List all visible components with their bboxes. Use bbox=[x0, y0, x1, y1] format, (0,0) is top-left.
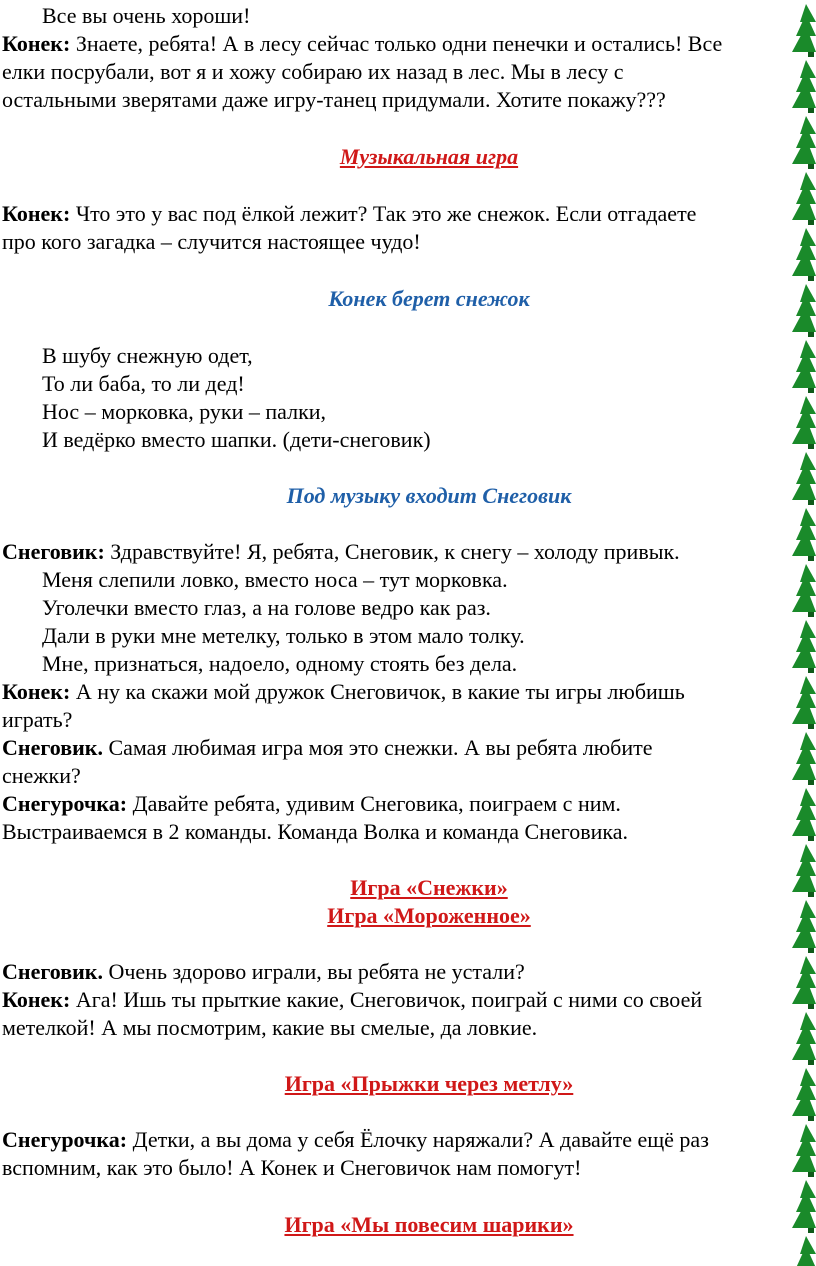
poem-line: Все вы очень хороши! bbox=[42, 3, 251, 28]
riddle-line: В шубу снежную одет, bbox=[42, 343, 253, 368]
dialogue-line: Снеговик: Здравствуйте! Я, ребята, Снеговик, к снегу – холоду привык. bbox=[2, 539, 680, 564]
game-heading: Игра «Снежки» bbox=[350, 875, 508, 900]
christmas-tree-icon bbox=[792, 284, 816, 337]
christmas-tree-icon bbox=[792, 228, 816, 281]
riddle-line: И ведёрко вместо шапки. (дети-снеговик) bbox=[42, 427, 431, 452]
christmas-tree-icon bbox=[792, 620, 816, 673]
speaker-label: Снеговик. bbox=[2, 959, 103, 984]
poem-line: Дали в руки мне метелку, только в этом мало толку. bbox=[42, 623, 525, 648]
christmas-tree-icon bbox=[792, 844, 816, 897]
christmas-tree-icon bbox=[792, 1180, 816, 1233]
riddle-line: Нос – морковка, руки – палки, bbox=[42, 399, 327, 424]
christmas-tree-border bbox=[792, 0, 816, 1266]
christmas-tree-icon bbox=[792, 1124, 816, 1177]
christmas-tree-icon bbox=[792, 788, 816, 841]
riddle-line: То ли баба, то ли дед! bbox=[42, 371, 245, 396]
game-heading: Игра «Мороженное» bbox=[327, 903, 531, 928]
stage-direction: Конек берет снежок bbox=[328, 286, 530, 311]
game-heading: Музыкальная игра bbox=[339, 144, 519, 169]
poem-line: Уголечки вместо глаз, а на голове ведро как раз. bbox=[42, 595, 491, 620]
christmas-tree-icon bbox=[792, 956, 816, 1009]
christmas-tree-icon bbox=[792, 508, 816, 561]
speaker-label: Снеговик: bbox=[2, 539, 105, 564]
christmas-tree-icon bbox=[792, 900, 816, 953]
dialogue-line: вспомним, как это было! А Конек и Снеговичок нам помогут! bbox=[2, 1155, 582, 1180]
poem-line: Меня слепили ловко, вместо носа – тут морковка. bbox=[42, 567, 508, 592]
speaker-label: Конек: bbox=[2, 31, 71, 56]
speaker-label: Конек: bbox=[2, 679, 71, 704]
dialogue-line: Выстраиваемся в 2 команды. Команда Волка и команда Снеговика. bbox=[2, 819, 628, 844]
stage-direction: Под музыку входит Снеговик bbox=[286, 483, 572, 508]
dialogue-line: играть? bbox=[2, 707, 73, 732]
speaker-label: Снегурочка: bbox=[2, 1127, 128, 1152]
game-heading: Игра «Мы повесим шарики» bbox=[284, 1212, 574, 1237]
christmas-tree-icon bbox=[792, 676, 816, 729]
christmas-tree-icon bbox=[792, 340, 816, 393]
dialogue-line: Конек: Ага! Ишь ты прыткие какие, Снеговичок, поиграй с ними со своей bbox=[2, 987, 703, 1012]
christmas-tree-icon bbox=[792, 1012, 816, 1065]
dialogue-line: Снеговик. Очень здорово играли, вы ребята не устали? bbox=[2, 959, 525, 984]
christmas-tree-icon bbox=[792, 1068, 816, 1121]
speaker-label: Снегурочка: bbox=[2, 791, 128, 816]
speaker-label: Конек: bbox=[2, 201, 71, 226]
dialogue-line: Конек: А ну ка скажи мой дружок Снеговичок, в какие ты игры любишь bbox=[2, 679, 685, 704]
speaker-label: Конек: bbox=[2, 987, 71, 1012]
game-heading: Игра «Прыжки через метлу» bbox=[284, 1071, 574, 1096]
dialogue-line: елки посрубали, вот я и хожу собираю их назад в лес. Мы в лесу с bbox=[2, 59, 624, 84]
christmas-tree-icon bbox=[792, 4, 816, 57]
speaker-label: Снеговик. bbox=[2, 735, 103, 760]
christmas-tree-icon bbox=[792, 1236, 816, 1266]
dialogue-line: Конек: Знаете, ребята! А в лесу сейчас только одни пенечки и остались! Все bbox=[2, 31, 723, 56]
christmas-tree-icon bbox=[792, 116, 816, 169]
dialogue-line: Конек: Что это у вас под ёлкой лежит? Так это же снежок. Если отгадаете bbox=[2, 201, 697, 226]
dialogue-line: остальными зверятами даже игру-танец придумали. Хотите покажу??? bbox=[2, 87, 666, 112]
christmas-tree-icon bbox=[792, 452, 816, 505]
dialogue-line: про кого загадка – случится настоящее чудо! bbox=[2, 229, 421, 254]
dialogue-line: снежки? bbox=[2, 763, 81, 788]
dialogue-line: Снегурочка: Детки, а вы дома у себя Ёлочку наряжали? А давайте ещё раз bbox=[2, 1127, 709, 1152]
christmas-tree-icon bbox=[792, 172, 816, 225]
dialogue-line: Снегурочка: Давайте ребята, удивим Снеговика, поиграем с ним. bbox=[2, 791, 621, 816]
christmas-tree-icon bbox=[792, 60, 816, 113]
dialogue-line: метелкой! А мы посмотрим, какие вы смелые, да ловкие. bbox=[2, 1015, 538, 1040]
christmas-tree-icon bbox=[792, 732, 816, 785]
christmas-tree-icon bbox=[792, 564, 816, 617]
christmas-tree-icon bbox=[792, 396, 816, 449]
dialogue-line: Снеговик. Самая любимая игра моя это снежки. А вы ребята любите bbox=[2, 735, 653, 760]
poem-line: Мне, признаться, надоело, одному стоять без дела. bbox=[42, 651, 518, 676]
